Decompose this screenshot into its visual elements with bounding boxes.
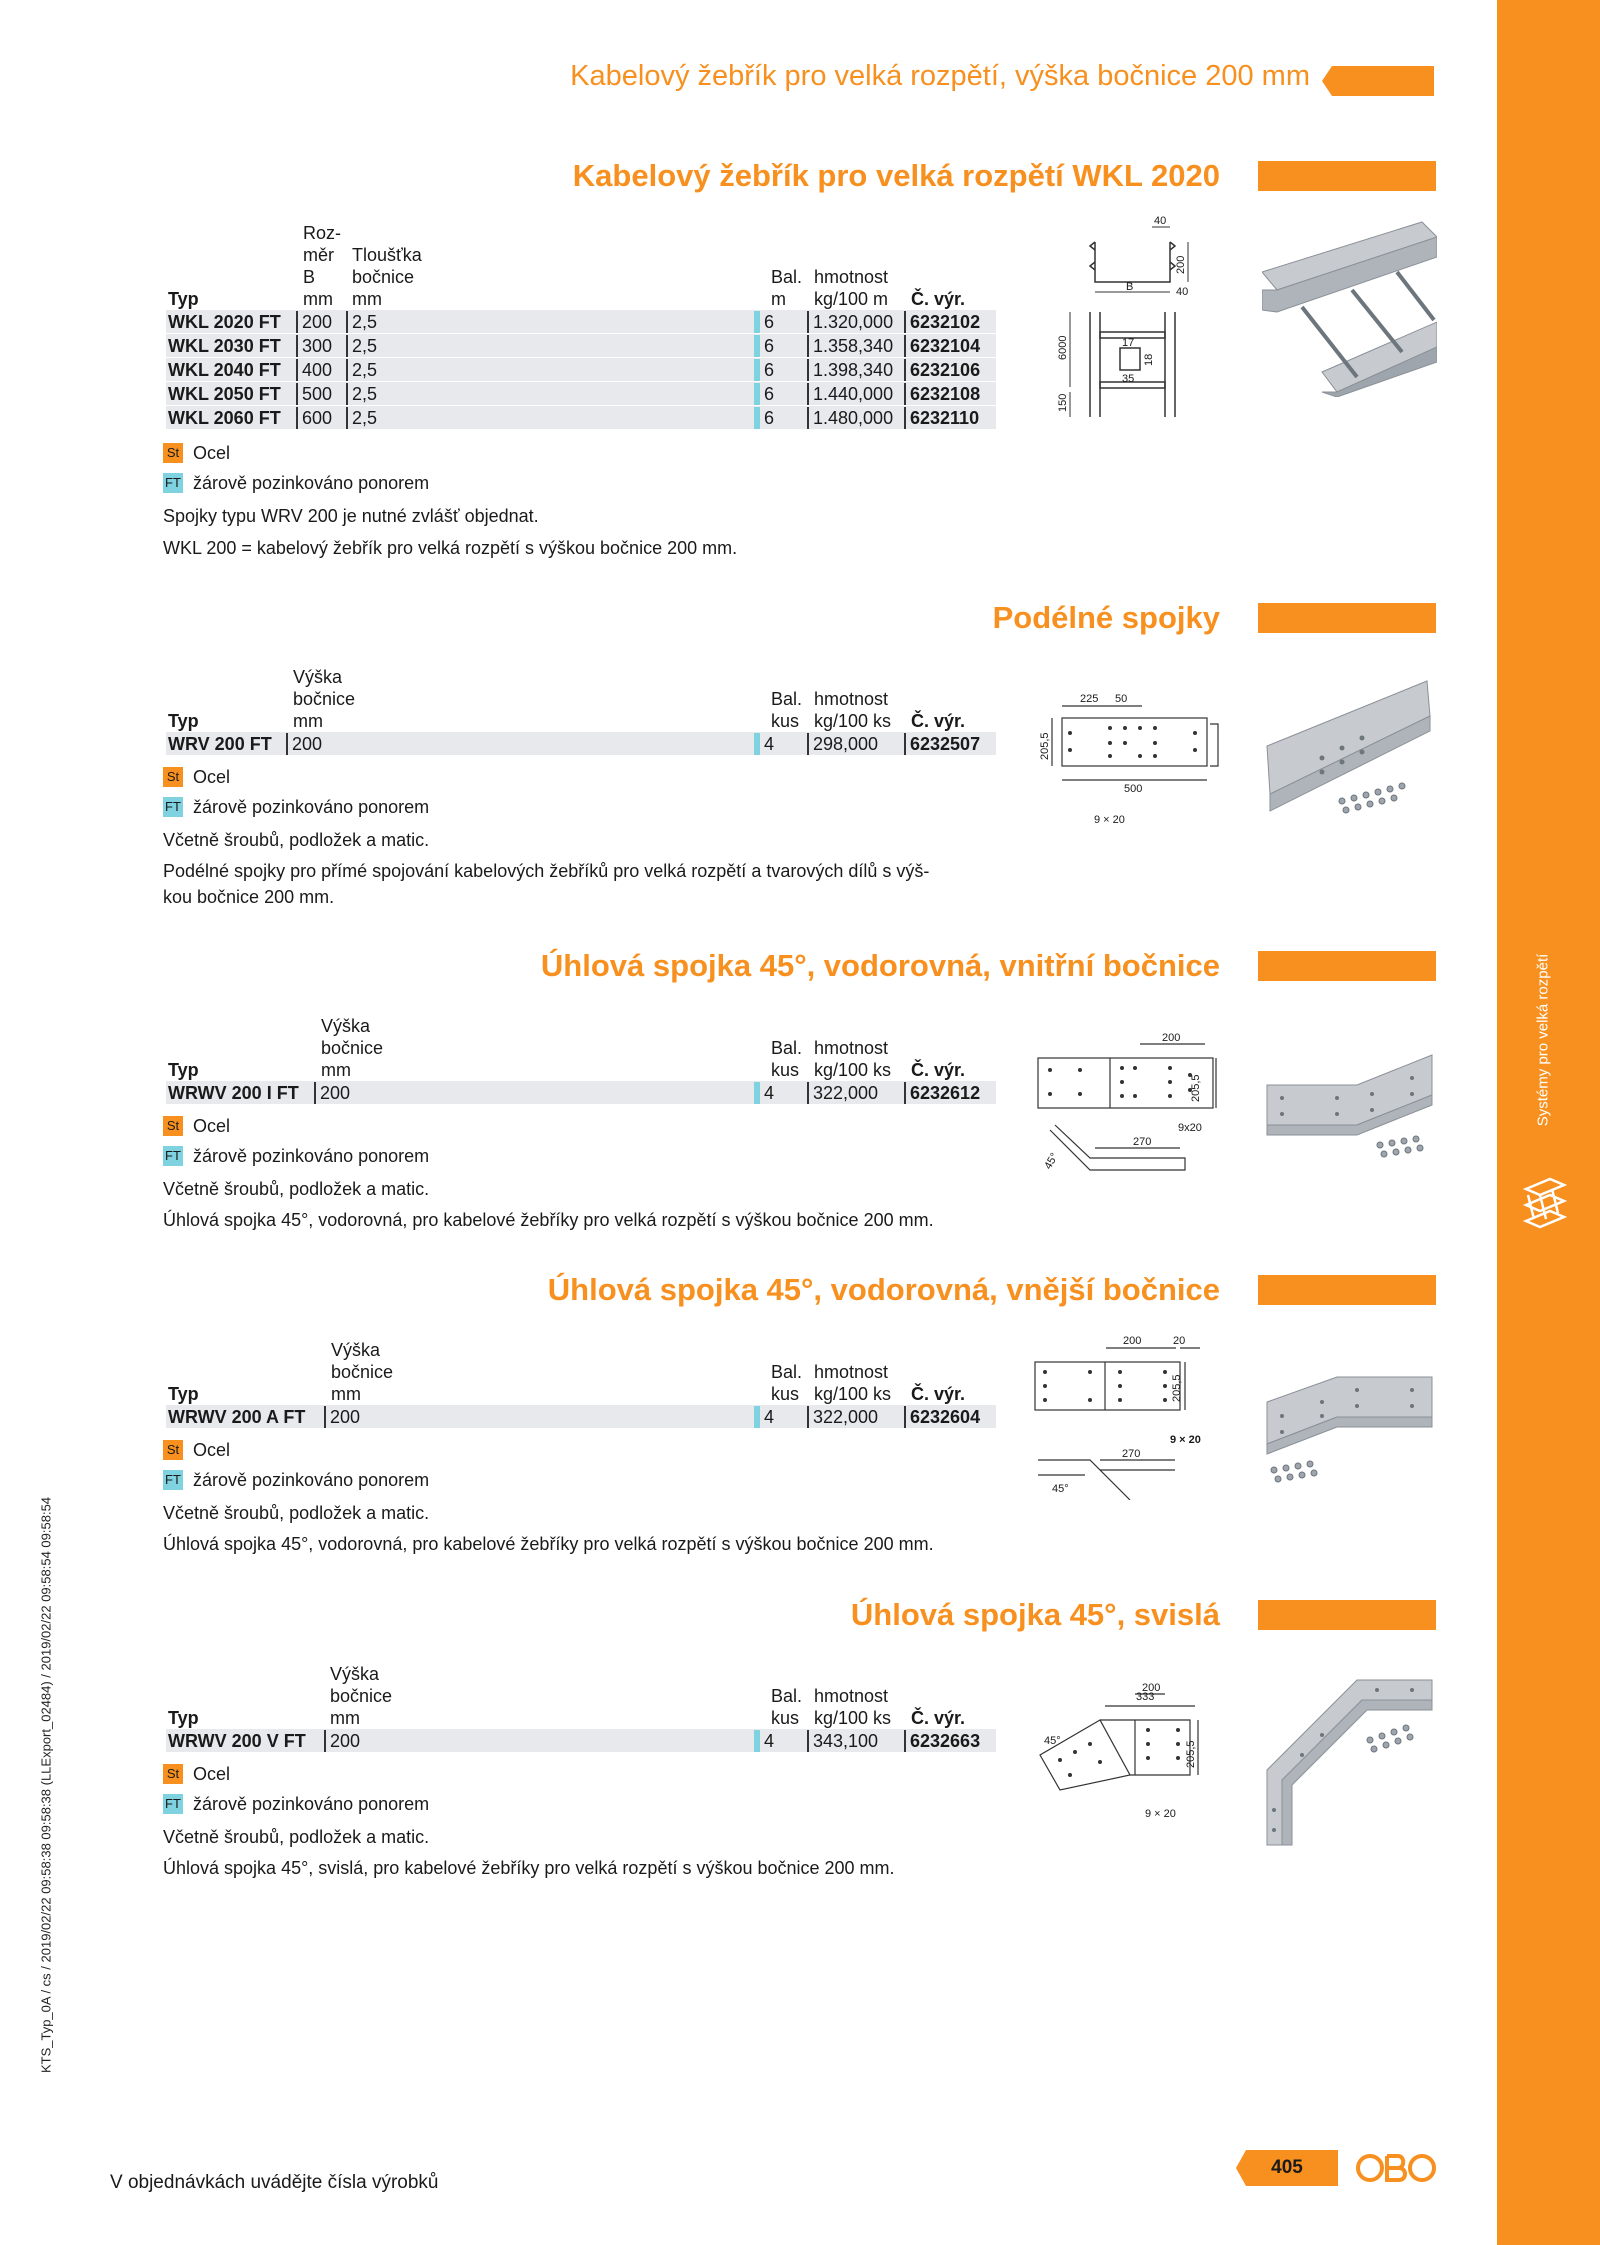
inner-angle-drawing xyxy=(1030,1030,1230,1180)
table-row: WKL 2020 FT 200 2,5 6 1.320,000 6232102 xyxy=(166,310,996,334)
vertical-angle-drawing xyxy=(1030,1680,1230,1830)
table-wrwv-v xyxy=(166,1661,996,1753)
section-title-wrwv-a: Úhlová spojka 45°, vodorovná, vnější bočnice xyxy=(547,1272,1220,1307)
note: kou bočnice 200 mm. xyxy=(163,887,335,907)
title-bar xyxy=(1258,161,1436,191)
dim-label: 500 xyxy=(1124,783,1143,795)
hot-dip-galvanized-badge: FT xyxy=(163,1146,183,1166)
dim-label: 205,5 xyxy=(1190,1074,1202,1102)
dim-label: 40 xyxy=(1154,215,1167,227)
dim-label: 40 xyxy=(1176,286,1189,298)
dim-label: 150 xyxy=(1057,393,1069,412)
ladder-drawing xyxy=(1050,212,1200,422)
dim-label: 9 × 20 xyxy=(1170,1434,1201,1446)
dim-label: 9 × 20 xyxy=(1094,814,1125,826)
table-wkl xyxy=(166,222,996,430)
dim-label: 200 xyxy=(1142,1682,1161,1694)
dim-label: 205,5 xyxy=(1039,732,1051,760)
table-header: Typ Výška bočnice mm Bal. kus hmotnost kg/100 ks Č. výr. xyxy=(168,1340,966,1404)
dim-label: 35 xyxy=(1122,373,1135,385)
vertical-angle-photo xyxy=(1262,1660,1437,1850)
table-row: WRWV 200 A FT 200 4 322,000 6232604 xyxy=(166,1405,996,1429)
dim-label: 200 xyxy=(1123,1335,1142,1347)
dim-label: 270 xyxy=(1122,1448,1141,1460)
print-meta: KTS_Typ_0A / cs / 2019/02/22 09:58:38 09:58:38 (LLExport_02484) / 2019/02/22 09:58:54 09:58:54 xyxy=(38,1496,54,2074)
note: Podélné spojky pro přímé spojování kabelových žebříků pro velká rozpětí a tvarových dílů s výš- xyxy=(163,861,930,881)
ladder-photo xyxy=(1262,212,1437,397)
table-header: Typ Roz- měr B mm Tloušťka bočnice mm Bal. m hmotnost kg/100 m Č. výr. xyxy=(168,223,966,309)
table-header: Typ Výška bočnice mm Bal. kus hmotnost kg/100 ks Č. výr. xyxy=(168,1664,966,1728)
table-row: WRWV 200 V FT 200 4 343,100 6232663 xyxy=(166,1729,996,1753)
section-title-wrv: Podélné spojky xyxy=(992,600,1220,635)
title-bar xyxy=(1258,951,1436,981)
dim-label: 9x20 xyxy=(1178,1122,1202,1134)
dim-label: 45° xyxy=(1044,1735,1061,1747)
dim-label: 205,5 xyxy=(1171,1374,1183,1402)
steel-badge: St xyxy=(163,1440,183,1460)
dim-label: 270 xyxy=(1133,1136,1152,1148)
table-row: WRWV 200 I FT 200 4 322,000 6232612 xyxy=(166,1081,996,1105)
note: Včetně šroubů, podložek a matic. xyxy=(163,1179,430,1199)
steel-badge: St xyxy=(163,767,183,787)
dim-label: 45° xyxy=(1052,1483,1069,1495)
cable-ladder-icon xyxy=(1520,1175,1570,1231)
dim-label: 333 xyxy=(1136,1691,1155,1703)
section-title-wrwv-i: Úhlová spojka 45°, vodorovná, vnitřní bočnice xyxy=(540,948,1220,983)
dim-label: 225 xyxy=(1080,693,1099,705)
note: Včetně šroubů, podložek a matic. xyxy=(163,1503,430,1523)
section-title-wrwv-v: Úhlová spojka 45°, svislá xyxy=(850,1597,1220,1632)
table-row: WRV 200 FT 200 4 298,000 6232507 xyxy=(166,732,996,756)
note: Úhlová spojka 45°, svislá, pro kabelové žebříky pro velká rozpětí s výškou bočnice 200 mm. xyxy=(163,1858,895,1878)
steel-badge: St xyxy=(163,443,183,463)
dim-label: 6000 xyxy=(1057,335,1069,360)
section-title-wkl: Kabelový žebřík pro velká rozpětí WKL 2020 xyxy=(572,158,1220,193)
note: Včetně šroubů, podložek a matic. xyxy=(163,1827,430,1847)
header-arrow-icon xyxy=(1322,66,1434,96)
hot-dip-galvanized-badge: FT xyxy=(163,797,183,817)
inner-angle-photo xyxy=(1262,1050,1437,1170)
note: Úhlová spojka 45°, vodorovná, pro kabelové žebříky pro velká rozpětí s výškou bočnice 200 mm. xyxy=(163,1534,934,1554)
table-wrv xyxy=(166,664,996,756)
title-bar xyxy=(1258,1600,1436,1630)
splice-drawing xyxy=(1030,688,1230,828)
table-row: WKL 2030 FT 300 2,5 6 1.358,340 6232104 xyxy=(166,334,996,358)
note: Úhlová spojka 45°, vodorovná, pro kabelové žebříky pro velká rozpětí s výškou bočnice 200 mm. xyxy=(163,1210,934,1230)
table-header: Typ Výška bočnice mm Bal. kus hmotnost kg/100 ks Č. výr. xyxy=(168,1016,966,1080)
hot-dip-galvanized-badge: FT xyxy=(163,1794,183,1814)
dim-label: 18 xyxy=(1143,353,1155,366)
table-wrwv-a xyxy=(166,1337,996,1429)
table-row: WKL 2040 FT 400 2,5 6 1.398,340 6232106 xyxy=(166,358,996,382)
table-wrwv-i xyxy=(166,1013,996,1105)
outer-angle-photo xyxy=(1262,1372,1437,1492)
obo-logo xyxy=(1355,2152,1437,2184)
table-row: WKL 2050 FT 500 2,5 6 1.440,000 6232108 xyxy=(166,382,996,406)
dim-label: 45° xyxy=(1042,1151,1061,1172)
table-header: Typ Výška bočnice mm Bal. kus hmotnost kg/100 ks Č. výr. xyxy=(168,667,966,731)
dim-label: 20 xyxy=(1173,1335,1186,1347)
dim-label: B xyxy=(1126,281,1134,293)
note: Včetně šroubů, podložek a matic. xyxy=(163,830,430,850)
title-bar xyxy=(1258,1275,1436,1305)
page-number: 405 xyxy=(1236,2150,1338,2186)
dim-label: 205,5 xyxy=(1185,1740,1197,1768)
note: Spojky typu WRV 200 je nutné zvlášť objednat. xyxy=(163,506,539,526)
hot-dip-galvanized-badge: FT xyxy=(163,1470,183,1490)
outer-angle-drawing xyxy=(1030,1330,1230,1500)
table-row: WKL 2060 FT 600 2,5 6 1.480,000 6232110 xyxy=(166,406,996,430)
side-label: Systémy pro velká rozpětí xyxy=(1534,953,1552,1127)
steel-badge: St xyxy=(163,1764,183,1784)
footer-note: V objednávkách uvádějte čísla výrobků xyxy=(110,2172,439,2193)
title-bar xyxy=(1258,603,1436,633)
splice-photo xyxy=(1262,676,1437,836)
dim-label: 200 xyxy=(1175,255,1187,274)
steel-badge: St xyxy=(163,1116,183,1136)
dim-label: 50 xyxy=(1115,693,1128,705)
hot-dip-galvanized-badge: FT xyxy=(163,473,183,493)
page-header: Kabelový žebřík pro velká rozpětí, výška bočnice 200 mm xyxy=(570,60,1310,92)
dim-label: 9 × 20 xyxy=(1145,1808,1176,1820)
dim-label: 17 xyxy=(1122,337,1135,349)
note: WKL 200 = kabelový žebřík pro velká rozpětí s výškou bočnice 200 mm. xyxy=(163,538,738,558)
dim-label: 200 xyxy=(1162,1032,1181,1044)
